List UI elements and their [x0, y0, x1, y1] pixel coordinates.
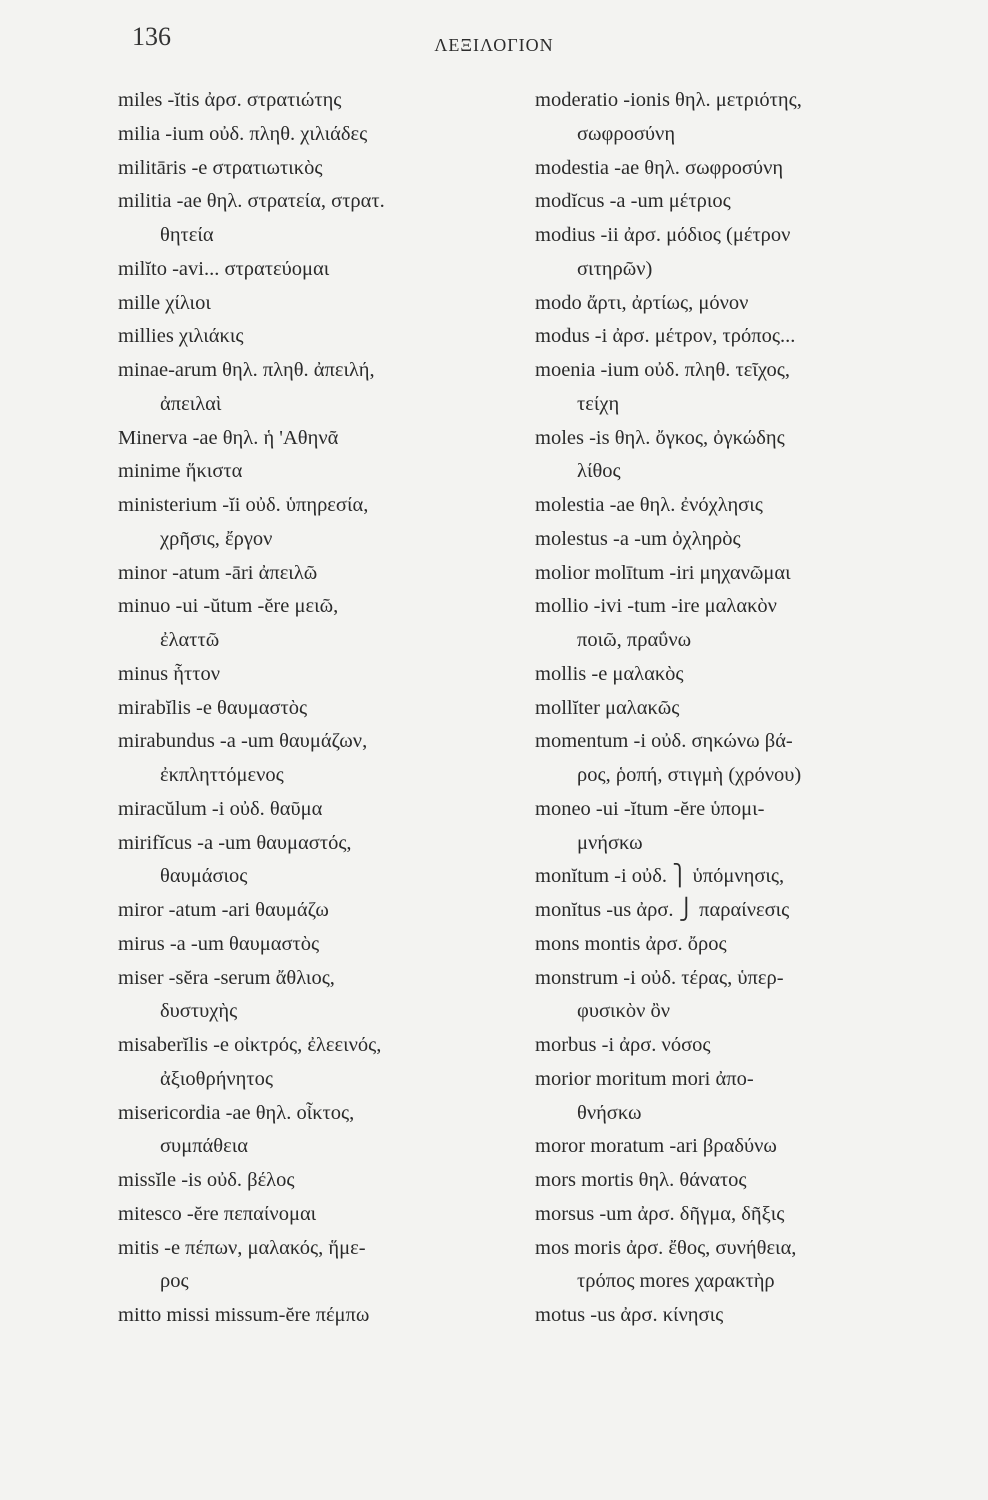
entry-headline: moderatio -ionis θηλ. μετριότης,	[535, 89, 802, 111]
entry-headline: mille χίλιοι	[118, 291, 211, 314]
dictionary-entry	[118, 84, 533, 118]
entry-headline: milia -ium οὐδ. πληθ. χιλιάδες	[118, 122, 368, 145]
entry-continuation: τείχη	[577, 392, 620, 415]
dictionary-entry	[118, 1232, 533, 1300]
dictionary-entry	[535, 860, 955, 894]
entry-headline: militāris -e στρατιωτικὸς	[118, 156, 323, 179]
dictionary-entry	[535, 1299, 955, 1333]
dictionary-entry	[535, 928, 955, 962]
entry-headline: monĭtum -i οὐδ. ⎫ ὑπόμνησις,	[535, 865, 785, 888]
entry-headline: mirabĭlis -e θαυμαστὸς	[118, 696, 308, 719]
dictionary-entry	[118, 455, 533, 489]
dictionary-entry	[535, 1164, 955, 1198]
right-column	[535, 84, 955, 1333]
dictionary-entry	[118, 354, 533, 422]
dictionary-entry	[535, 557, 955, 591]
entry-headline: mitis -e πέπων, μαλακός, ἥμε-	[118, 1236, 366, 1259]
entry-headline: minor -atum -āri ἀπειλῶ	[118, 561, 318, 584]
entry-headline: mollĭter μαλακῶς	[535, 696, 680, 719]
entry-headline: militia -ae θηλ. στρατεία, στρατ.	[118, 190, 385, 213]
entry-headline: minus ἧττον	[118, 662, 220, 685]
dictionary-entry	[535, 725, 955, 793]
dictionary-entry	[118, 152, 533, 186]
entry-headline: monstrum -i οὐδ. τέρας, ὑπερ-	[535, 966, 784, 989]
dictionary-entry	[535, 287, 955, 321]
running-head-title: ΛΕΞΙΛΟΓΙΟΝ	[434, 35, 554, 55]
entry-continuation: θνήσκω	[577, 1101, 642, 1124]
entry-continuation: τρόπος mores χαρακτὴρ	[577, 1270, 775, 1293]
entry-headline: moneo -ui -ĭtum -ĕre ὑπομι-	[535, 797, 765, 820]
dictionary-entry	[118, 658, 533, 692]
entry-continuation: ρος	[160, 1270, 189, 1293]
entry-headline: millies χιλιάκις	[118, 325, 244, 348]
dictionary-entry	[118, 118, 533, 152]
entry-headline: morior moritum mori ἀπο-	[535, 1067, 754, 1090]
entry-continuation: δυστυχὴς	[160, 1000, 238, 1023]
entry-headline: miles -ĭtis ἀρσ. στρατιώτης	[118, 89, 342, 111]
entry-headline: morsus -um ἀρσ. δῆγμα, δῆξις	[535, 1202, 785, 1225]
entry-headline: modus -i ἀρσ. μέτρον, τρόπος...	[535, 325, 796, 348]
entry-continuation: ἀπειλαὶ	[160, 392, 222, 415]
dictionary-entry	[535, 219, 955, 287]
entry-headline: mirifĭcus -a -um θαυμαστός,	[118, 831, 352, 854]
entry-continuation: ρος, ῥοπή, στιγμὴ (χρόνου)	[577, 764, 802, 786]
left-column	[118, 84, 533, 1333]
dictionary-entry	[118, 962, 533, 1030]
entry-headline: modĭcus -a -um μέτριος	[535, 190, 731, 213]
entry-headline: miser -sĕra -serum ἄθλιος,	[118, 966, 335, 989]
dictionary-entry	[118, 590, 533, 658]
entry-headline: mitto missi missum-ĕre πέμπω	[118, 1304, 370, 1326]
dictionary-entry	[535, 1232, 955, 1300]
entry-headline: modo ἄρτι, ἀρτίως, μόνον	[535, 291, 749, 314]
dictionary-entry	[535, 658, 955, 692]
entry-headline: mons montis ἀρσ. ὄρος	[535, 932, 727, 955]
entry-headline: motus -us ἀρσ. κίνησις	[535, 1304, 724, 1326]
entry-continuation: ἐκπληττόμενος	[160, 764, 284, 786]
dictionary-entry	[535, 523, 955, 557]
dictionary-entry	[118, 793, 533, 827]
entry-continuation: μνήσκω	[577, 831, 643, 854]
entry-continuation: θαυμάσιος	[160, 865, 248, 888]
entry-headline: missĭle -is οὐδ. βέλος	[118, 1169, 295, 1191]
dictionary-entry	[535, 1198, 955, 1232]
dictionary-entry	[118, 1198, 533, 1232]
dictionary-entry	[535, 962, 955, 1030]
entry-headline: monĭtus -us ἀρσ. ⎭ παραίνεσις	[535, 899, 790, 921]
dictionary-entry	[118, 422, 533, 456]
dictionary-entry	[118, 489, 533, 557]
dictionary-entry	[118, 725, 533, 793]
entry-headline: miracŭlum -i οὐδ. θαῦμα	[118, 797, 323, 820]
dictionary-entry	[535, 489, 955, 523]
entry-headline: misaberĭlis -e οἰκτρός, ἐλεεινός,	[118, 1034, 382, 1056]
entry-headline: modius -ii ἀρσ. μόδιος (μέτρον	[535, 224, 791, 246]
dictionary-entry	[535, 152, 955, 186]
entry-continuation: σωφροσύνη	[577, 122, 676, 145]
entry-headline: moenia -ium οὐδ. πληθ. τεῖχος,	[535, 359, 791, 381]
entry-headline: moror moratum -ari βραδύνω	[535, 1135, 777, 1158]
dictionary-entry	[118, 185, 533, 253]
entry-headline: milĭto -avi... στρατεύομαι	[118, 257, 330, 280]
entry-headline: mollis -e μαλακὸς	[535, 662, 684, 685]
dictionary-entry	[118, 253, 533, 287]
dictionary-entry	[118, 557, 533, 591]
entry-headline: mos moris ἀρσ. ἔθος, συνήθεια,	[535, 1236, 797, 1259]
entry-headline: mors mortis θηλ. θάνατος	[535, 1169, 747, 1191]
dictionary-entry	[535, 793, 955, 861]
dictionary-entry	[535, 1029, 955, 1063]
dictionary-entry	[118, 692, 533, 726]
entry-headline: molestus -a -um ὀχληρὸς	[535, 527, 741, 550]
dictionary-entry	[535, 590, 955, 658]
dictionary-entry	[118, 928, 533, 962]
entry-continuation: λίθος	[577, 460, 621, 483]
entry-headline: minuo -ui -ŭtum -ĕre μειῶ,	[118, 595, 339, 618]
entry-headline: moles -is θηλ. ὄγκος, ὀγκώδης	[535, 426, 785, 449]
entry-continuation: σιτηρῶν)	[577, 257, 653, 280]
dictionary-entry	[118, 320, 533, 354]
entry-headline: mollio -ivi -tum -ire μαλακὸν	[535, 595, 777, 618]
dictionary-entry	[535, 894, 955, 928]
dictionary-entry	[118, 894, 533, 928]
dictionary-entry	[118, 287, 533, 321]
entry-headline: molestia -ae θηλ. ἐνόχλησις	[535, 494, 763, 516]
entry-headline: minime ἥκιστα	[118, 460, 243, 483]
dictionary-entry	[535, 185, 955, 219]
entry-continuation: θητεία	[160, 224, 214, 246]
entry-continuation: ἀξιοθρήνητος	[160, 1067, 274, 1090]
entry-headline: morbus -i ἀρσ. νόσος	[535, 1034, 711, 1056]
dictionary-entry	[118, 1164, 533, 1198]
entry-continuation: χρῆσις, ἔργον	[160, 527, 273, 550]
dictionary-entry	[535, 1130, 955, 1164]
page-number: 136	[132, 22, 171, 51]
dictionary-entry	[535, 354, 955, 422]
entry-headline: ministerium -ĭi οὐδ. ὑπηρεσία,	[118, 494, 369, 516]
dictionary-entry	[535, 692, 955, 726]
entry-headline: mirabundus -a -um θαυμάζων,	[118, 730, 368, 753]
dictionary-entry	[118, 1029, 533, 1097]
entry-headline: momentum -i οὐδ. σηκώνω βά-	[535, 730, 793, 753]
dictionary-entry	[535, 422, 955, 490]
dictionary-entry	[535, 1063, 955, 1131]
dictionary-entry	[535, 320, 955, 354]
entry-headline: Minerva -ae θηλ. ἡ 'Αθηνᾶ	[118, 426, 339, 449]
entry-headline: minae-arum θηλ. πληθ. ἀπειλή,	[118, 359, 375, 381]
entry-headline: molior molītum -iri μηχανῶμαι	[535, 561, 791, 584]
entry-continuation: ποιῶ, πραΰνω	[577, 629, 692, 651]
entry-continuation: ἐλαττῶ	[160, 629, 220, 651]
entry-headline: mirus -a -um θαυμαστὸς	[118, 932, 320, 955]
entry-headline: misericordia -ae θηλ. οἶκτος,	[118, 1101, 355, 1124]
entry-headline: mitesco -ĕre πεπαίνομαι	[118, 1202, 317, 1225]
dictionary-entry	[118, 1097, 533, 1165]
entry-continuation: συμπάθεια	[160, 1135, 248, 1158]
entry-headline: modestia -ae θηλ. σωφροσύνη	[535, 156, 784, 179]
dictionary-entry	[118, 827, 533, 895]
dictionary-entry	[535, 84, 955, 152]
entry-headline: miror -atum -ari θαυμάζω	[118, 899, 329, 921]
dictionary-entry	[118, 1299, 533, 1333]
entry-continuation: φυσικὸν ὂν	[577, 1000, 671, 1023]
